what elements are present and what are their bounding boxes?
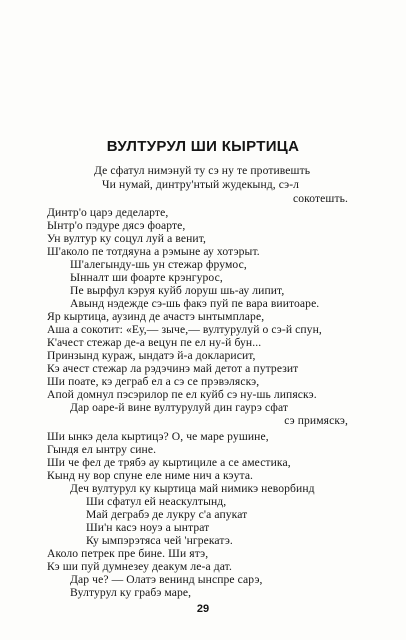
verse-line: Кынд ну вор спуне еле ниме нич а кэута. [47,469,254,482]
verse-line: Ку ымпэрэтяса чей 'нгрекатэ. [86,534,233,547]
verse-line: Ш'аколо пе тотдяуна а рэмыне ау хотэрыт. [47,245,260,258]
verse-line: Ынналт ши фоарте крэнгурос, [70,271,223,284]
verse-line: Ши поате, кэ деграб ел а сэ се прэвэляскэ, [47,375,260,388]
verse-line: Май деграбэ де лукру с'а апукат [86,508,248,521]
epigraph-line: сокотешть. [292,192,348,205]
verse-line: Деч вултурул ку кыртица май нимикэ неворбинд [70,482,315,495]
verse-line: Кэ ши пуй думнезеу деакум ле-а дат. [47,560,232,573]
verse-line: Вултурул ку грабэ маре, [70,586,192,599]
verse-line: К'ачест стежар де-а вецун пе ел ну-й бун... [47,336,262,349]
epigraph-line: Чи нумай, динтру'нтый жудекынд, сэ-л [102,178,300,191]
verse-line: Ынтр'о пэдуре дясэ фоарте, [47,219,186,232]
verse-line: Ши че фел де трябэ ау кыртициле а се аместика, [47,456,291,469]
verse-line: Авынд нэдежде сэ-шь факэ пуй пе вара виитоаре. [70,297,320,310]
verse-line: Ши'н касэ ноуэ а ынтрат [86,521,210,534]
verse-line: Ун вултур ку соцул луй а венит, [47,232,207,245]
verse-line: Ш'алегынду-шь ун стежар фрумос, [70,258,247,271]
verse-line: Кэ ачест стежар ла рэдэчинэ май детот а путрезит [47,362,299,375]
verse-line: Гындя ел ынтру сине. [47,443,157,456]
verse-line: Принзынд кураж, ындатэ й-а докларисит, [47,349,256,362]
verse-line: Динтр'о царэ деделарте, [47,206,169,219]
verse-line: Дар оаре-й вине вултурулуй дин гаурэ сфат [70,401,289,414]
verse-line: Апой домнул пэсэрилор пе ел куйб сэ ну-шь липяскэ. [47,388,317,401]
verse-line: Аша а сокотит: «Еу,— зыче,— вултурулуй о сэ-й спун, [47,323,322,336]
verse-line: Яр кыртица, аузинд де ачастэ ынтымпларе, [47,310,265,323]
epigraph-line: Де сфатул нимэнуй ту сэ ну те противешть [94,164,311,177]
verse-line: Аколо петрек пре бине. Ши ятэ, [47,547,209,560]
verse-line: Дар че? — Олатэ венинд ынспре сарэ, [70,573,263,586]
verse-line: Пе вырфул кэруя куйб лоруш шь-ау липит, [70,284,285,297]
verse-line: Ши сфатул ей неаскултынд, [86,495,227,508]
poem-title: ВУЛТУРУЛ ШИ КЫРТИЦА [106,138,300,155]
page-number: 29 [196,603,210,615]
verse-line: сэ примяскэ, [284,414,348,427]
verse-line: Ши ынкэ дела кыртицэ? О, че маре рушине, [47,430,269,443]
